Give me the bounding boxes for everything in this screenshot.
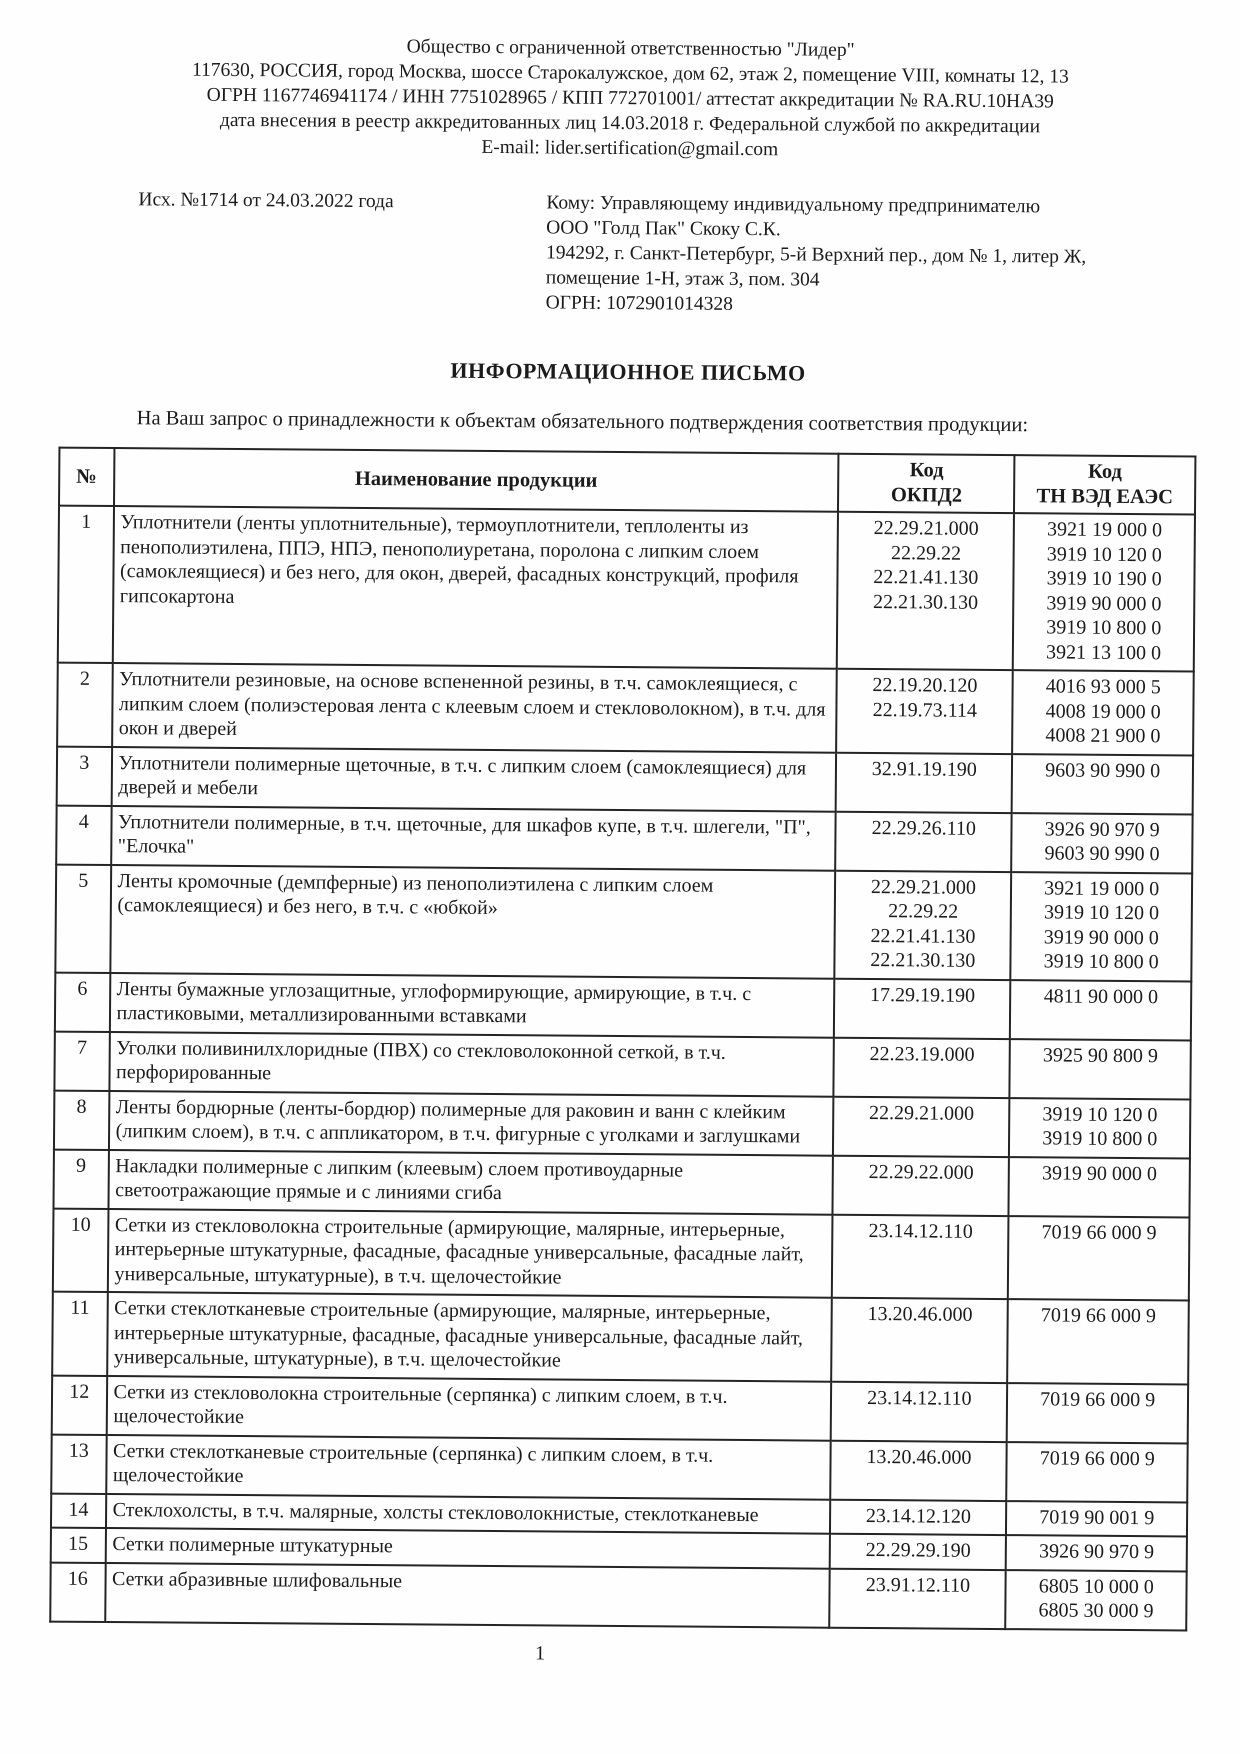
products-table bbox=[49, 447, 1196, 1631]
product-name-cell: Сетки из стекловолокна строительные (армирующие, малярные, интерьерные, интерьерные штукатурные, фасадные, фасадные универсальные, фасадные лайт, универсальные, штукатурные), в т.ч. щелочестойкие bbox=[107, 1209, 832, 1298]
table-row bbox=[58, 506, 1195, 672]
okpd2-code-cell: 22.19.20.120 22.19.73.114 bbox=[836, 669, 1013, 754]
row-number-cell: 11 bbox=[52, 1292, 107, 1376]
intro-paragraph: На Ваш запрос о принадлежности к объектам обязательного подтверждения соответствия продукции: bbox=[136, 407, 1029, 437]
addressee-line: ООО "Голд Пак" Скоку С.К. bbox=[546, 217, 781, 241]
row-number-cell: 5 bbox=[55, 864, 110, 972]
product-name-cell: Накладки полимерные с липким (клеевым) слоем противоударные светоотражающие прямые и с линиями сгиба bbox=[108, 1150, 833, 1215]
letterhead-email-line: E-mail: lider.sertification@gmail.com bbox=[481, 136, 779, 161]
row-number-cell: 1 bbox=[58, 506, 114, 663]
row-number-cell: 13 bbox=[51, 1434, 106, 1493]
okpd2-code-cell: 22.29.22.000 bbox=[833, 1155, 1010, 1215]
header-row bbox=[59, 448, 1195, 515]
okpd2-code-cell: 23.14.12.110 bbox=[832, 1214, 1009, 1299]
table-row bbox=[55, 972, 1191, 1040]
table-row bbox=[52, 1375, 1188, 1443]
product-name-cell: Уплотнители резиновые, на основе вспененной резины, в т.ч. самоклеящиеся, с липким слоем (полиэстеровая лента с клеевым слоем и стекловолокном), в т.ч. для окон и дверей bbox=[112, 663, 837, 752]
row-number-cell: 9 bbox=[53, 1149, 108, 1208]
row-number-cell: 12 bbox=[52, 1375, 107, 1434]
addressee-line: Кому: Управляющему индивидуальному предпринимателю bbox=[546, 192, 1041, 218]
table-row bbox=[53, 1208, 1190, 1300]
addressee-line: 194292, г. Санкт-Петербург, 5-й Верхний пер., дом № 1, литер Ж, bbox=[545, 242, 1087, 268]
tnved-code-cell: 3919 90 000 0 bbox=[1009, 1157, 1190, 1217]
product-table-body bbox=[50, 506, 1195, 1630]
okpd2-code-cell: 22.23.19.000 bbox=[834, 1037, 1011, 1097]
row-number-cell: 7 bbox=[54, 1031, 109, 1090]
okpd2-code-cell: 22.29.21.000 22.29.22 22.21.41.130 22.21.30.130 bbox=[835, 870, 1012, 979]
tnved-code-cell: 3921 19 000 0 3919 10 120 0 3919 90 000 0 3919 10 800 0 bbox=[1011, 872, 1192, 981]
okpd2-code-cell: 22.29.26.110 bbox=[835, 811, 1012, 871]
row-number-cell: 15 bbox=[51, 1528, 106, 1563]
product-name-cell: Ленты кромочные (демпферные) из пенополиэтилена с липким слоем (самоклеящиеся) и без него, в т.ч. с «юбкой» bbox=[110, 865, 836, 979]
tnved-code-cell: 3926 90 970 9 9603 90 990 0 bbox=[1012, 813, 1193, 873]
product-name-cell: Уголки поливинилхлоридные (ПВХ) со стекловолоконной сеткой, в т.ч. перфорированные bbox=[109, 1032, 834, 1097]
tnved-code-cell: 3926 90 970 9 bbox=[1006, 1535, 1187, 1571]
product-name-cell: Сетки из стекловолокна строительные (серпянка) с липким слоем, в т.ч. щелочестойкие bbox=[106, 1376, 831, 1441]
column-header-product-name: Наименование продукции bbox=[114, 448, 839, 512]
row-number-cell: 3 bbox=[57, 746, 112, 805]
okpd2-code-cell: 22.29.21.000 22.29.22 22.21.41.130 22.21.30.130 bbox=[837, 512, 1014, 670]
addressee-line: помещение 1-Н, этаж 3, пом. 304 bbox=[545, 267, 820, 291]
reference-addressee-row bbox=[59, 187, 1198, 326]
row-number-cell: 10 bbox=[53, 1208, 108, 1292]
tnved-code-cell: 4811 90 000 0 bbox=[1010, 980, 1191, 1040]
product-name-cell: Ленты бордюрные (ленты-бордюр) полимерные для раковин и ванн с клейким (липким слоем), в т.ч. с аппликатором, в т.ч. фигурные с уголками и заглушками bbox=[108, 1091, 833, 1156]
letterhead-company-line: Общество с ограниченной ответственностью "Лидер" bbox=[406, 36, 855, 61]
document-title: ИНФОРМАЦИОННОЕ ПИСЬМО bbox=[450, 357, 806, 386]
product-name-cell: Уплотнители полимерные, в т.ч. щеточные, для шкафов купе, в т.ч. шлегели, "П", "Елочка" bbox=[111, 806, 836, 871]
okpd2-code-cell: 13.20.46.000 bbox=[831, 1298, 1008, 1383]
letterhead-address-line: 117630, РОССИЯ, город Москва, шоссе Старокалужское, дом 62, этаж 2, помещение VIII, комнаты 12, 13 bbox=[191, 59, 1069, 88]
okpd2-code-cell: 22.29.29.190 bbox=[830, 1534, 1006, 1570]
outgoing-reference: Исх. №1714 от 24.03.2022 года bbox=[138, 189, 394, 213]
addressee-block bbox=[546, 190, 1199, 320]
table-row bbox=[57, 746, 1193, 814]
tnved-code-cell: 7019 66 000 9 bbox=[1007, 1442, 1188, 1502]
table-row bbox=[53, 1149, 1189, 1217]
product-name-cell: Уплотнители полимерные щеточные, в т.ч. с липким слоем (самоклеящиеся) для дверей и мебели bbox=[111, 747, 836, 812]
letterhead bbox=[61, 32, 1200, 166]
tnved-code-cell: 7019 66 000 9 bbox=[1008, 1299, 1189, 1384]
tnved-code-cell: 3921 19 000 0 3919 10 120 0 3919 10 190 0 3919 90 000 0 3919 10 800 0 3921 13 100 0 bbox=[1013, 513, 1195, 671]
row-number-cell: 6 bbox=[55, 972, 110, 1031]
okpd2-code-cell: 22.29.21.000 bbox=[833, 1096, 1010, 1156]
product-name-cell: Сетки абразивные шлифовальные bbox=[105, 1563, 830, 1628]
product-name-cell: Сетки стеклотканевые строительные (серпянка) с липким слоем, в т.ч. щелочестойкие bbox=[106, 1435, 831, 1500]
table-row bbox=[51, 1434, 1187, 1502]
page-number: 1 bbox=[534, 1641, 546, 1664]
okpd2-code-cell: 17.29.19.190 bbox=[834, 978, 1011, 1038]
tnved-code-cell: 4016 93 000 5 4008 19 000 0 4008 21 900 0 bbox=[1012, 670, 1193, 755]
okpd2-code-cell: 13.20.46.000 bbox=[831, 1440, 1008, 1500]
tnved-code-cell: 3925 90 800 9 bbox=[1010, 1039, 1191, 1099]
okpd2-code-cell: 23.14.12.120 bbox=[830, 1499, 1006, 1535]
products-table-header bbox=[59, 448, 1195, 515]
row-number-cell: 14 bbox=[51, 1493, 106, 1528]
product-name-cell: Ленты бумажные углозащитные, углоформирующие, армирующие, в т.ч. с пластиковыми, металлизированными вставками bbox=[109, 973, 834, 1038]
tnved-code-cell: 6805 10 000 0 6805 30 000 9 bbox=[1006, 1570, 1187, 1630]
product-name-cell: Сетки стеклотканевые строительные (армирующие, малярные, интерьерные, интерьерные штукатурные, фасадные, фасадные универсальные, фасадные лайт, универсальные, штукатурные), в т.ч. щелочестойкие bbox=[107, 1292, 832, 1381]
table-row bbox=[56, 805, 1192, 873]
okpd2-code-cell: 23.91.12.110 bbox=[830, 1568, 1007, 1628]
tnved-code-cell: 7019 66 000 9 bbox=[1007, 1383, 1188, 1443]
table-row bbox=[55, 864, 1192, 981]
tnved-code-cell: 7019 66 000 9 bbox=[1008, 1216, 1189, 1301]
row-number-cell: 2 bbox=[57, 663, 112, 747]
tnved-code-cell: 9603 90 990 0 bbox=[1012, 754, 1193, 814]
row-number-cell: 8 bbox=[54, 1090, 109, 1149]
table-row bbox=[57, 663, 1194, 755]
addressee-line: ОГРН: 1072901014328 bbox=[545, 292, 734, 315]
tnved-code-cell: 7019 90 001 9 bbox=[1006, 1501, 1187, 1537]
table-row bbox=[54, 1090, 1190, 1158]
row-number-cell: 16 bbox=[50, 1562, 105, 1621]
product-name-cell: Стеклохолсты, в т.ч. малярные, холсты стекловолокнистые, стеклотканевые bbox=[105, 1494, 830, 1534]
letterhead-registration-line: ОГРН 1167746941174 / ИНН 7751028965 / КПП 772701001/ аттестат аккредитации № RA.RU.10HA39 bbox=[206, 84, 1054, 113]
row-number-cell: 4 bbox=[56, 805, 111, 864]
okpd2-code-cell: 32.91.19.190 bbox=[836, 752, 1013, 812]
table-row bbox=[54, 1031, 1190, 1099]
column-header-number: № bbox=[59, 448, 114, 506]
table-row bbox=[50, 1562, 1186, 1630]
column-header-okpd2: Код ОКПД2 bbox=[838, 454, 1015, 513]
column-header-tnved: Код ТН ВЭД ЕАЭС bbox=[1014, 455, 1195, 514]
product-name-cell: Сетки полимерные штукатурные bbox=[105, 1528, 830, 1568]
product-name-cell: Уплотнители (ленты уплотнительные), термоуплотнители, теплоленты из пенополиэтилена, ППЭ, НПЭ, пенополиуретана, поролона с липким слоем (самоклеящиеся) и без него, для окон, дверей, фасадных конструкций, профиля гипсокартона bbox=[112, 506, 838, 669]
okpd2-code-cell: 23.14.12.110 bbox=[831, 1381, 1008, 1441]
table-row bbox=[52, 1292, 1189, 1384]
tnved-code-cell: 3919 10 120 0 3919 10 800 0 bbox=[1009, 1098, 1190, 1158]
letterhead-accreditation-line: дата внесения в реестр аккредитованных лиц 14.03.2018 г. Федеральной службой по аккредитации bbox=[219, 109, 1041, 138]
